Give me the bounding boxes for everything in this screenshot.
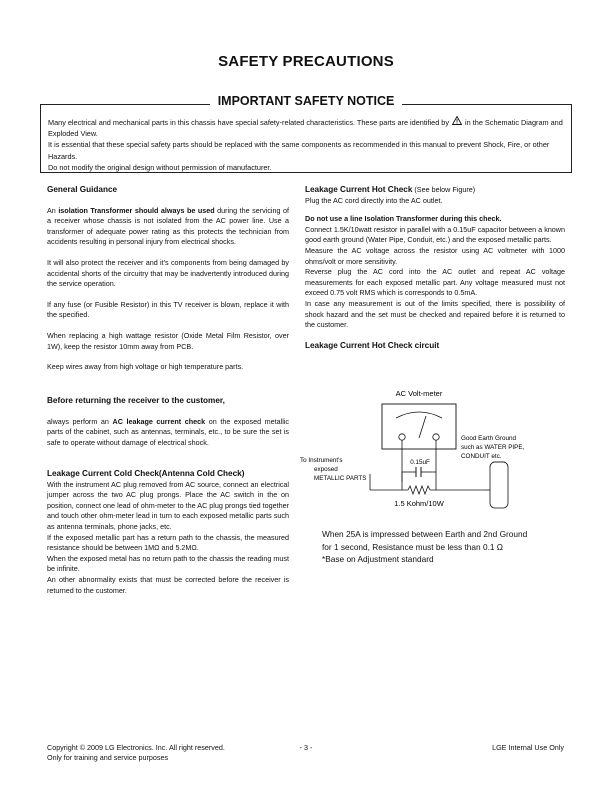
general-heading: General Guidance (47, 185, 118, 194)
general-p1-a: An (47, 205, 56, 215)
res-label: 1.5 Kohm/10W (394, 499, 444, 508)
footer-copyright: Copyright © 2009 LG Electronics. Inc. All right reserved. (47, 743, 225, 752)
before-return-heading: Before returning the receiver to the customer, (47, 396, 225, 405)
hot-check-p6: In case any measurement is out of the limits specified, there is possibility of shock hazard and the set must be checked and repaired before it is returned to the customer. (305, 298, 565, 330)
circuit-note-2: for 1 second, Resistance must be less than 0.1 Ω (322, 541, 503, 552)
before-return-section (47, 396, 289, 448)
circuit-note-1: When 25A is impressed between Earth and 2nd Ground (322, 529, 528, 539)
before-return-p1-b: on the exposed metallic parts of the cabinet, such as antennas, terminals, etc., to be sure the set is safe to operate without damage of electrical shock. (47, 416, 290, 447)
before-return-p1-bold: AC leakage current check (112, 416, 206, 426)
resistor (408, 486, 430, 494)
meter-terminal-right (433, 434, 439, 440)
notice-title: IMPORTANT SAFETY NOTICE (210, 94, 403, 108)
hot-check-p4: Measure the AC voltage across the resistor using AC voltmeter with 1000 ohms/volt or more sensitivity. (305, 245, 565, 266)
general-p1 (47, 206, 289, 248)
footer-training: Only for training and service purposes (47, 753, 169, 762)
hot-check-p3: Connect 1.5K/10watt resistor in parallel with a 0.15uF capacitor between a known good earth ground (Water Pipe, Conduit, etc.) and the exposed metallic parts. (305, 224, 565, 245)
right-label-2: such as WATER PIPE, (461, 444, 525, 451)
cold-check-heading: Leakage Current Cold Check(Antenna Cold Check) (47, 469, 245, 478)
svg-text:!: ! (456, 119, 459, 125)
hot-check-p1: Plug the AC cord directly into the AC outlet. (305, 195, 443, 205)
footer-right (492, 743, 564, 753)
circuit-note (322, 528, 572, 566)
hot-check-heading-note: (See below Figure) (414, 185, 476, 194)
circuit-heading: Leakage Current Hot Check circuit (305, 340, 440, 350)
left-label-1: To Instrument's (300, 457, 343, 464)
general-p3: If any fuse (or Fusible Resistor) in this TV receiver is blown, replace it with the specified. (47, 299, 289, 320)
warning-triangle-icon (451, 116, 463, 128)
notice-line-1a: Many electrical and mechanical parts in this chassis have special safety-related characteristics. These parts are identified by (48, 118, 449, 127)
general-guidance-section (47, 185, 289, 373)
page-title: SAFETY PRECAUTIONS (218, 53, 394, 70)
general-p1-b: during the servicing of a receiver whose chassis is not isolated from the AC power line. Use a transformer of adequate power rating as this protects the technician from accidents resulting in personal injury from electrical shocks. (47, 205, 290, 247)
cap-label: 0.15uF (410, 459, 430, 466)
notice-line-3: Do not modify the original design without permission of manufacturer. (48, 162, 272, 172)
ac-voltmeter (382, 404, 456, 449)
right-label-1: Good Earth Ground (461, 435, 516, 442)
hot-check-p5: Reverse plug the AC cord into the AC outlet and repeat AC voltage measurements for each exposed metallic part. Any voltage measured must not exceed 0.75 volt RMS which is corresponds to 0.5mA. (305, 267, 565, 298)
notice-body (48, 116, 564, 173)
hot-check-p2: Do not use a line Isolation Transformer during this check. (305, 214, 502, 224)
footer-internal: LGE Internal Use Only (492, 743, 564, 752)
cold-check-section (47, 469, 289, 596)
meter-terminal-left (399, 434, 405, 440)
cold-check-p4: An other abnormality exists that must be corrected before the receiver is returned to the customer. (47, 574, 289, 595)
general-p1-bold: isolation Transformer should always be used (58, 205, 215, 215)
notice-line-1b: in the Schematic Diagram and Exploded View. (48, 118, 563, 139)
general-p4: When replacing a high wattage resistor (Oxide Metal Film Resistor, over 1W), keep the resistor 10mm away from PCB. (47, 330, 289, 351)
cold-check-p2: If the exposed metallic part has a return path to the chassis, the measured resistance should be between 1MΩ and 5.2MΩ. (47, 532, 289, 553)
before-return-p1 (47, 417, 289, 449)
meter-label: AC Volt-meter (395, 389, 443, 398)
before-return-p1-a: always perform an (47, 416, 109, 426)
general-p2: It will also protect the receiver and it's components from being damaged by accidental shorts of the circuitry that may be inadvertently introduced during the service operation. (47, 257, 289, 289)
hot-check-circuit-diagram (300, 382, 570, 522)
left-label-2: exposed (314, 466, 338, 473)
cold-check-p3: When the exposed metal has no return path to the chassis the reading must be infinite. (47, 553, 289, 574)
circuit-note-3: *Base on Adjustment standard (322, 554, 434, 565)
cold-check-p1: With the instrument AC plug removed from AC source, connect an electrical jumper across the two AC plug prongs. Place the AC switch in the on position, connect one lead of ohm-meter to the AC plug prongs tied together and touch other ohm-meter lead in turn to each exposed metallic parts such as antenna terminals, phone jacks, etc. (47, 479, 289, 531)
notice-title-wrap (0, 92, 612, 110)
notice-line-2: It is essential that these special safety parts should be replaced with the same components as recommended in this manual to prevent Shock, Fire, or other Hazards. (48, 140, 550, 161)
notice-line-1 (48, 116, 564, 139)
footer-page-number: - 3 - (299, 743, 313, 752)
left-label-3: METALLIC PARTS (314, 475, 367, 482)
meter-needle (419, 416, 426, 438)
right-label-3: CONDUIT etc. (461, 453, 502, 460)
hot-check-heading: Leakage Current Hot Check (305, 185, 413, 194)
hot-check-heading-line (305, 185, 565, 196)
meter-scale-arc (396, 412, 442, 418)
general-p5: Keep wires away from high voltage or high temperature parts. (47, 362, 244, 372)
water-pipe (490, 462, 508, 508)
hot-check-section (305, 185, 565, 351)
